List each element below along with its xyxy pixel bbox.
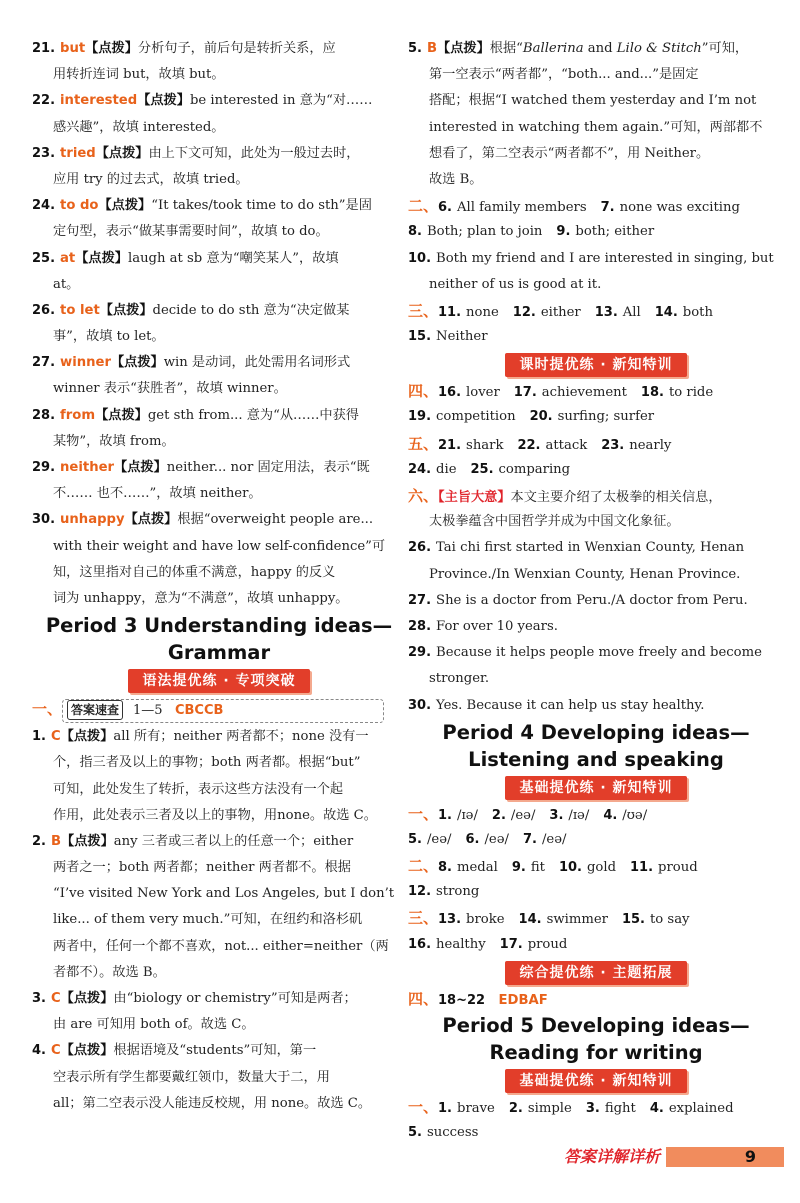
explanation-text: 第一空表示“两者都”，“both... and...”是固定 [429,67,699,83]
row-26 [408,535,784,561]
section-banner [408,773,784,801]
answer-word: interested [60,93,138,109]
section-banner [32,666,406,694]
item-number: 1. [438,807,452,823]
answer-text: /ɪə/ [568,807,590,823]
item-number: 17. [499,936,523,952]
item-number: 23. [601,437,625,453]
item-number: 18. [640,385,664,401]
page-footer [564,1144,784,1170]
explanation-text: “It takes/took time to do sth”是固 [151,198,372,214]
banner-label: 综合提优练 · 主题拓展 [505,961,686,985]
explain-4 [32,1038,406,1064]
quick-answers: EDBAF [498,992,548,1008]
explanation-text: 空表示所有学生都要戴红领巾，数量大于二，用 [53,1069,330,1085]
answer-text: Yes. Because it can help us stay healthy. [436,697,705,713]
explanation-text: all；第二空表示没人能违反校规，用 none。故选 C。 [53,1095,372,1111]
banner-label: 基础提优练 · 新知特训 [505,776,686,800]
row-15 [408,324,784,350]
answer-text: Province./In Wenxian County, Henan Province. [429,566,741,582]
answer-word: from [60,407,96,423]
explanation-text: neither... nor 固定用法，表示“既 [166,460,370,475]
explanation-text: 根据语境及“students”可知，第一 [113,1043,317,1059]
answer-text: comparing [498,461,571,477]
p4-section-2-row [408,853,784,879]
explanation-text: with their weight and have low self-confidence”可 [53,538,386,554]
answer-text: stronger. [429,671,490,687]
hint-tag: 【点拨】 [437,41,490,56]
explain-2 [32,829,406,855]
section-banner [408,350,784,378]
answer-text: achievement [541,385,627,401]
answer-text: competition [436,409,516,425]
hint-tag: 【点拨】 [99,302,153,318]
answer-text: to say [650,912,690,928]
item-number: 5. [408,41,422,56]
answer-24 [32,193,406,219]
item-number: 24. [408,461,432,477]
answer-letter: B [50,833,62,849]
explanation-text: and [583,41,617,56]
item-number: 26. [408,540,432,556]
answer-text: neither of us is good at it. [429,276,602,292]
answer-text: /ʊə/ [622,807,648,823]
quick-answer-label: 答案速查 [67,700,123,720]
explanation-text: 两者之一；both 两者都；neither 两者都不。根据 [53,860,351,876]
answer-text: /eə/ [510,807,536,823]
item-number: 12. [408,884,432,900]
explanation-text: 两者中，任何一个都不喜欢，not... either=neither（两 [53,938,389,954]
item-number: 3. [32,991,46,1006]
period-heading: Period 3 Understanding ideas— [45,614,393,638]
answer-word: unhappy [60,512,125,528]
answer-word: at [60,250,76,266]
answer-text: to ride [668,385,714,401]
answer-word: tried [60,145,96,161]
explanation-text: win 是动词，此处需用名词形式 [163,355,351,371]
explain-5 [408,36,784,62]
item-number: 7. [522,831,537,847]
explain-3 [32,986,406,1012]
explanation-text: 用转折连词 but，故填 but。 [53,67,225,83]
item-number: 4. [32,1043,46,1059]
explanation-text: any 三者或三者以上的任意一个；either [113,833,354,849]
footer-label: 答案详解详析 [564,1144,666,1170]
right-column [408,36,784,1146]
main-idea-text: 本文主要介绍了太极拳的相关信息， [510,490,722,505]
left-column [32,36,406,1117]
section-marker: 一、 [32,700,63,719]
item-number: 12. [512,304,536,320]
row-8-9 [408,219,784,245]
item-number: 14. [654,304,678,320]
item-number: 10. [408,250,432,266]
explanation-text: 作用，此处表示三者及以上的事物，用none。故选 C。 [53,807,377,823]
item-number: 1. [438,1101,452,1116]
item-number: 24. [32,198,56,214]
section-5-row [408,431,784,457]
explanation-text: laugh at sb 意为“嘲笑某人”，故填 [127,250,339,266]
section-banner [408,1066,784,1094]
answer-text: She is a doctor from Peru./A doctor from Peru. [436,592,748,608]
row-10 [408,246,784,272]
explanation-text: 分析句子，前后句是转折关系，应 [137,41,336,56]
answer-29 [32,455,406,481]
answer-text: brave [457,1101,495,1116]
main-idea-tag: 【主旨大意】 [438,490,511,505]
item-number: 6. [465,831,480,847]
item-number: 10. [558,860,582,876]
item-number: 3. [549,807,564,823]
explanation-text: 由“biology or chemistry”可知是两者； [113,991,357,1006]
item-range: 1—5 [133,703,163,719]
hint-tag: 【点拨】 [60,729,114,745]
answer-text: All [622,304,641,320]
explanation-text: 定句型，表示“做某事需要时间”，故填 to do。 [53,224,329,240]
answer-text: explained [668,1101,734,1116]
row-27 [408,588,784,614]
answer-text: attack [545,437,588,453]
p4-section-4-row [408,986,784,1012]
item-number: 2. [491,807,506,823]
answer-text: both; either [575,224,655,240]
section-3-row [408,298,784,324]
explanation-text: all 所有；neither 两者都不；none 没有一 [113,729,369,745]
row-19-20 [408,404,784,430]
section-marker: 四、 [408,382,439,401]
answer-21 [32,36,406,62]
explanation-text: 由 are 可知用 both of。故选 C。 [53,1017,255,1033]
answer-30 [32,507,406,533]
hint-tag: 【点拨】 [85,41,138,56]
hint-tag: 【点拨】 [98,198,152,214]
answer-text: lover [466,385,500,401]
hint-tag: 【点拨】 [114,460,167,475]
answer-text: /eə/ [541,831,567,847]
period-heading: Listening and speaking [468,747,724,771]
explanation-text: 故选 B。 [429,171,483,187]
answer-text: swimmer [546,912,608,928]
item-number: 2. [32,833,46,849]
item-number: 27. [32,355,56,371]
answer-text: die [436,461,457,477]
answer-text: surfing; surfer [557,409,655,425]
explanation-text: get sth from... 意为“从……中获得 [147,407,359,423]
item-number: 16. [408,936,432,952]
item-number: 22. [517,437,541,453]
row-29 [408,640,784,666]
answer-text: All family members [457,200,587,216]
banner-label: 课时提优练 · 新知特训 [505,353,686,377]
answer-letter: C [50,991,61,1006]
section-marker: 六、 [408,487,439,505]
hint-tag: 【点拨】 [75,250,128,266]
quick-answer-row [32,694,406,724]
item-number: 25. [32,250,56,266]
item-number: 6. [438,200,452,216]
explanation-text: 事”，故填 to let。 [53,329,165,345]
answer-text: both [682,304,713,320]
p4-row-5-7 [408,827,784,853]
item-number: 4. [603,807,618,823]
explanation-text: 感兴趣”，故填 interested。 [53,119,225,135]
item-number: 17. [513,385,537,401]
section-4-row [408,378,784,404]
answer-text: either [540,304,581,320]
hint-tag: 【点拨】 [61,833,114,849]
period-heading: Period 4 Developing ideas— [442,720,750,744]
answer-text: fight [604,1101,636,1116]
page-number: 9 [744,1147,756,1166]
answer-text: For over 10 years. [436,618,558,634]
explanation-text: be interested in 意为“对…… [189,93,373,109]
p4-row-16-17 [408,932,784,958]
item-number: 5. [408,1125,422,1141]
answer-text: fit [530,860,545,876]
answer-word: but [60,41,86,56]
answer-23 [32,141,406,167]
answer-text: healthy [436,936,486,952]
item-number: 8. [408,224,422,240]
answer-word: neither [60,460,115,475]
item-number: 8. [438,860,452,876]
section-marker: 二、 [408,197,439,216]
item-range: 18~22 [438,992,486,1008]
item-number: 22. [32,93,56,109]
item-number: 28. [32,407,56,423]
hint-tag: 【点拨】 [137,93,190,109]
answer-letter: C [50,1043,61,1059]
answer-text: nearly [629,437,672,453]
answer-word: to let [60,302,100,318]
item-number: 14. [518,912,542,928]
answer-text: Neither [436,329,488,345]
row-30 [408,693,784,719]
p4-row-12 [408,879,784,905]
item-number: 11. [630,860,654,876]
answer-26 [32,298,406,324]
item-number: 7. [600,200,615,216]
item-number: 26. [32,302,56,318]
item-number: 11. [438,304,462,320]
item-number: 21. [32,41,56,56]
explanation-text: 词为 unhappy，意为“不满意”，故填 unhappy。 [53,590,349,606]
item-number: 23. [32,145,56,161]
explanation-text: interested in watching them again.”可知，两部都不 [429,119,763,135]
explanation-text: decide to do sth 意为“决定做某 [152,302,350,318]
item-number: 3. [585,1101,600,1116]
answer-word: winner [60,355,111,371]
item-number: 30. [32,512,56,528]
section-marker: 四、 [408,989,439,1008]
explanation-text: 想看了，第二空表示“两者都不”，用 Neither。 [429,145,710,161]
item-number: 2. [508,1101,523,1116]
banner-label: 基础提优练 · 新知特训 [505,1069,686,1093]
answer-letter: C [50,729,61,745]
item-number: 16. [438,385,462,401]
answer-text: success [426,1125,479,1141]
item-number: 5. [408,831,422,847]
hint-tag: 【点拨】 [60,991,114,1006]
answer-text: none was exciting [619,200,740,216]
answer-text: Both; plan to join [426,224,543,240]
period-heading: Grammar [167,641,271,665]
explanation-text: 个，指三者及以上的事物；both 两者都。根据“but” [53,755,361,771]
hint-tag: 【点拨】 [110,355,164,371]
answer-28 [32,403,406,429]
item-number: 29. [32,460,56,475]
item-number: 27. [408,592,432,608]
explanation-text: 知，这里指对自己的体重不满意，happy 的反义 [53,564,336,580]
explanation-text: 根据“ [489,41,523,56]
item-number: 15. [621,912,645,928]
section-marker: 二、 [408,857,439,876]
answer-text: Because it helps people move freely and become [436,645,762,661]
period-heading: Period 5 Developing ideas— [442,1014,750,1037]
film-title: Ballerina [522,41,584,56]
p4-section-3-row [408,905,784,931]
answer-text: Tai chi first started in Wenxian County, Henan [436,540,745,556]
main-idea-text: 太极拳蕴含中国哲学并成为中国文化象征。 [429,514,680,530]
item-number: 13. [438,912,462,928]
item-number: 9. [556,224,571,240]
answer-text: gold [586,860,617,876]
item-number: 13. [594,304,618,320]
explanation-text: 可知，此处发生了转折，表示这些方法没有一个起 [53,781,344,797]
section-2-row [408,193,784,219]
answer-25 [32,246,406,272]
item-number: 25. [470,461,494,477]
answer-text: proud [658,860,698,876]
section-banner [408,958,784,986]
section-marker: 五、 [408,434,439,453]
item-number: 21. [438,437,462,453]
answer-22 [32,88,406,114]
section-marker: 三、 [408,301,439,320]
answer-text: Both my friend and I are interested in singing, but [436,250,774,266]
hint-tag: 【点拨】 [95,145,149,161]
item-number: 30. [408,697,432,713]
section-6-row [408,483,784,509]
banner-label: 语法提优练 · 专项突破 [128,669,309,693]
period-heading: Reading for writing [489,1041,703,1064]
answer-text: /eə/ [426,831,452,847]
item-number: 9. [511,860,526,876]
item-number: 20. [529,409,553,425]
answer-27 [32,350,406,376]
answer-text: /eə/ [484,831,509,847]
hint-tag: 【点拨】 [95,407,148,423]
row-24-25 [408,457,784,483]
explanation-text: 某物”，故填 from。 [53,433,175,449]
answer-text: proud [527,936,568,952]
item-number: 4. [649,1101,664,1116]
answer-text: simple [527,1101,572,1116]
item-number: 15. [408,329,432,345]
explanation-text: 者都不）。故选 B。 [53,964,166,980]
section-marker: 一、 [408,804,439,823]
explain-1 [32,724,406,750]
section-marker: 三、 [408,909,439,928]
answer-letter: B [426,41,438,56]
row-28 [408,614,784,640]
item-number: 28. [408,618,432,634]
answer-text: strong [436,884,480,900]
explanation-text: 不…… 也不……”，故填 neither。 [53,486,262,502]
explanation-text: like... of them very much.”可知，在纽约和洛杉矶 [53,912,363,928]
answer-text: shark [466,437,504,453]
answer-text: medal [457,860,498,876]
item-number: 29. [408,645,432,661]
answer-text: none [466,304,499,320]
explanation-text: ”可知， [701,41,749,56]
explanation-text: “I’ve visited New York and Los Angeles, but I don’t [53,886,395,902]
explanation-text: at。 [53,276,80,292]
p5-row-5 [408,1120,784,1146]
hint-tag: 【点拨】 [124,512,178,528]
item-number: 19. [408,409,432,425]
quick-answer-box [62,699,384,723]
p4-section-1-row [408,801,784,827]
explanation-text: 根据“overweight people are... [177,512,374,528]
film-title: Lilo & Stitch [616,41,702,56]
explanation-text: 搭配；根据“I watched them yesterday and I’m not [429,93,757,109]
hint-tag: 【点拨】 [60,1043,114,1059]
item-number: 1. [32,729,46,745]
answer-word: to do [60,198,99,214]
explanation-text: winner 表示“获胜者”，故填 winner。 [53,381,287,397]
quick-answers: CBCCB [174,703,224,719]
answer-text: broke [466,912,505,928]
explanation-text: 由上下文可知，此处为一般过去时， [148,145,360,161]
section-marker: 一、 [408,1098,439,1116]
answer-text: /ɪə/ [457,807,478,823]
explanation-text: 应用 try 的过去式，故填 tried。 [53,171,249,187]
p5-section-1-row [408,1094,784,1120]
